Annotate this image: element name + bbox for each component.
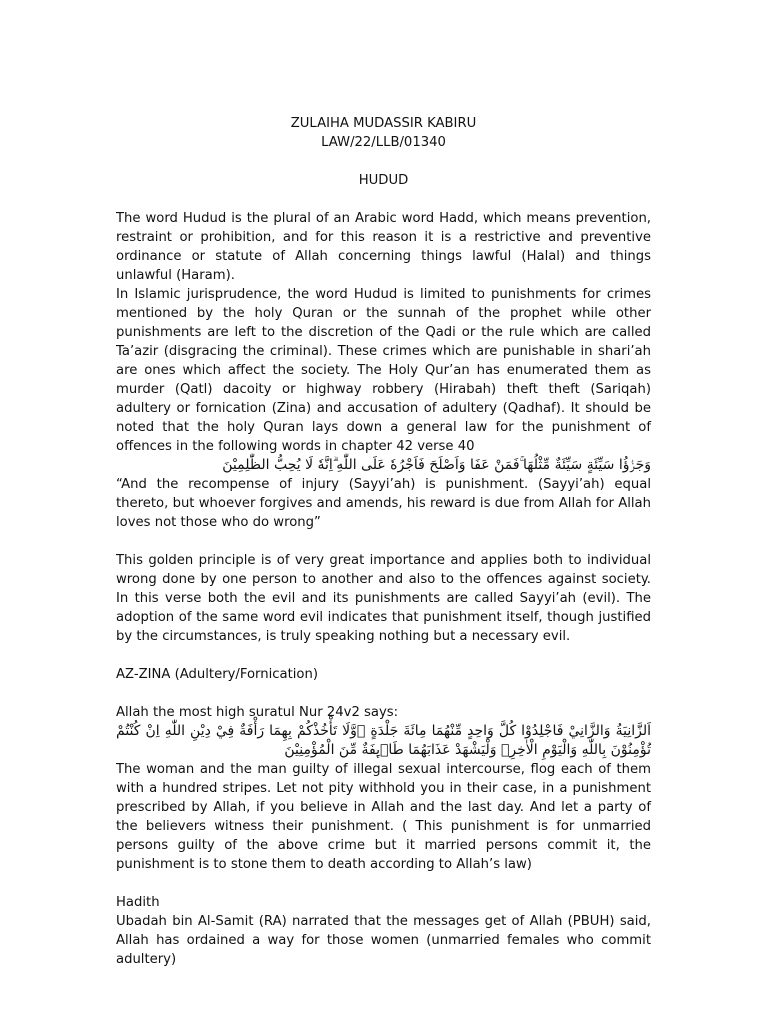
document-body (116, 209, 651, 969)
paragraph-gap (116, 532, 651, 551)
paragraph-gap (116, 684, 651, 703)
paragraph-definition: The word Hudud is the plural of an Arabic word Hadd, which means prevention, restraint or prohibition, and for this reason it is a restrictive and preventive ordinance or statute of Allah concerning things lawful (Halal) and things unlawful (Haram). (116, 211, 651, 283)
arabic-verse-24-2: اَلزَّانِيَةُ وَالزَّانِيْ فَاجْلِدُوْا كُلَّ وَاحِدٍ مِّنْهُمَا مِائَةَ جَلْدَةٍ ۖوَّلَا تَأْخُذْكُمْ بِهِمَا رَأْفَةٌ فِيْ دِيْنِ اللّٰهِ اِنْ كُنْتُمْ تُؤْمِنُوْنَ بِاللّٰهِ وَالْيَوْمِ الْاٰخِرِۚ وَلْيَشْهَدْ عَذَابَهُمَا طَاۤىِٕفَةٌ مِّنَ الْمُؤْمِنِيْنَ (116, 723, 651, 758)
hadith-heading: Hadith (116, 895, 160, 910)
section-heading-az-zina: AZ-ZINA (Adultery/Fornication) (116, 667, 318, 682)
author-name: ZULAIHA MUDASSIR KABIRU (290, 116, 477, 131)
author-block (116, 114, 651, 152)
paragraph-hadith: Ubadah bin Al-Samit (RA) narrated that the messages get of Allah (PBUH) said, Allah has ordained a way for those women (unmarried females who commit adultery) (116, 914, 651, 967)
paragraph-golden-principle: This golden principle is of very great importance and applies both to individual wrong done by one person to another and also to the offences against society. In this verse both the evil and its punishments are called Sayyi’ah (evil). The adoption of the same word evil indicates that punishment itself, though justified by the circumstances, is truly speaking nothing but a necessary evil. (116, 553, 651, 644)
arabic-verse-42-40: وَجَزٰۤؤُا سَيِّئَةٍ سَيِّئَةٌ مِّثْلُهَا ۚفَمَنْ عَفَا وَاَصْلَحَ فَاَجْرُهٗ عَلَى اللّٰهِ ۗاِنَّهٗ لَا يُحِبُّ الظّٰلِمِيْنَ (222, 457, 651, 473)
paragraph-surah-intro: Allah the most high suratul Nur 24v2 says: (116, 705, 399, 720)
paragraph-jurisprudence: In Islamic jurisprudence, the word Hudud is limited to punishments for crimes mentioned by the holy Quran or the sunnah of the prophet while other punishments are left to the discretion of the Qadi or the rule which are called Ta’azir (disgracing the criminal). These crimes which are punishable in shari’ah are ones which affect the society. The Holy Qur’an has enumerated them as murder (Qatl) dacoity or highway robbery (Hirabah) theft theft (Sariqah) adultery or fornication (Zina) and accusation of adultery (Qadhaf). It should be noted that the holy Quran lays down a general law for the punishment of offences in the following words in chapter 42 verse 40 (116, 287, 651, 454)
paragraph-gap (116, 874, 651, 893)
document-title: HUDUD (358, 173, 409, 188)
registration-number: LAW/22/LLB/01340 (321, 135, 446, 150)
verse-translation: “And the recompense of injury (Sayyi’ah) is punishment. (Sayyi’ah) equal thereto, but whoever forgives and amends, his reward is due from Allah for Allah loves not those who do wrong” (116, 477, 651, 530)
paragraph-punishment: The woman and the man guilty of illegal sexual intercourse, flog each of them with a hundred stripes. Let not pity withhold you in their case, in a punishment prescribed by Allah, if you believe in Allah and the last day. And let a party of the believers witness their punishment. ( This punishment is for unmarried persons guilty of the above crime but it married persons commit it, the punishment is to stone them to death according to Allah’s law) (116, 762, 651, 872)
paragraph-gap (116, 646, 651, 665)
